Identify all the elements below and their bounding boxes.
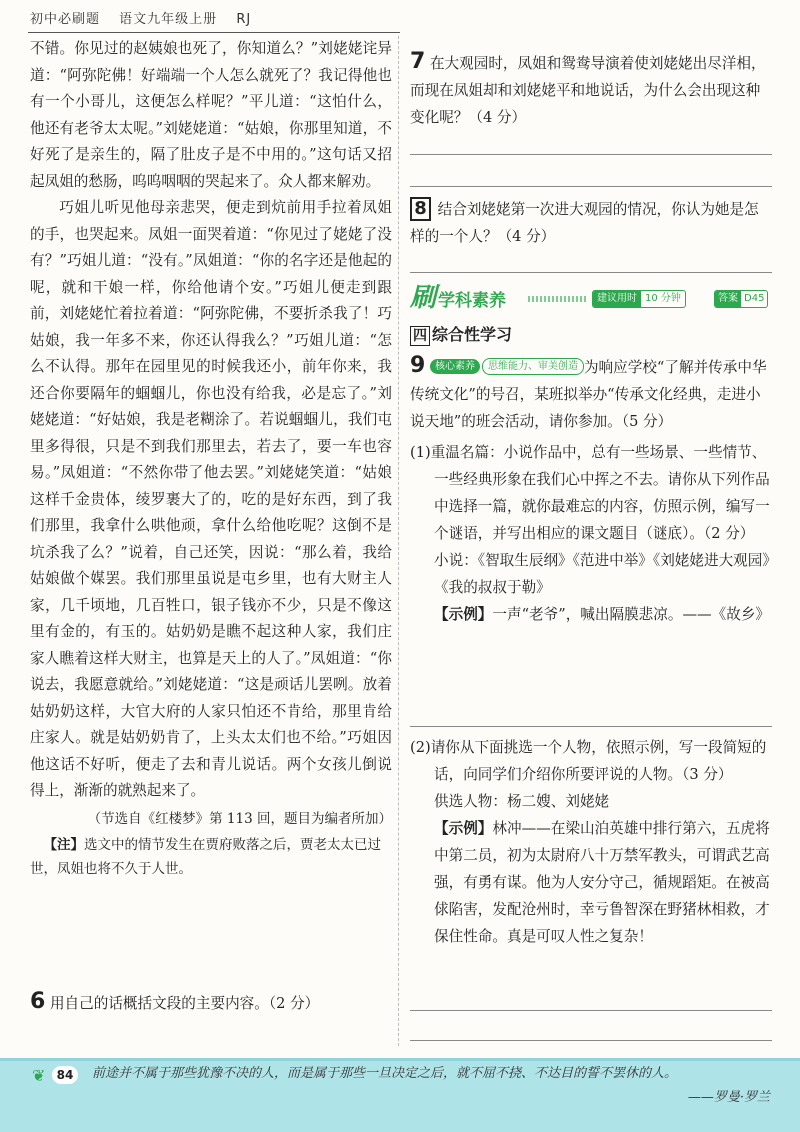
answer-label: 答案	[715, 291, 741, 307]
sub-text: 请你从下面挑选一个人物，依照示例，写一段简短的话，向同学们介绍你所要评说的人物。（3 分）	[430, 739, 767, 783]
answer-line[interactable]	[410, 726, 772, 727]
series-name: 初中必刷题	[30, 12, 101, 27]
choices: 供选人物：杨二嫂、刘姥姥	[434, 793, 610, 810]
page-header	[30, 8, 265, 27]
sub-question-2	[410, 734, 772, 788]
question-number: 8	[410, 197, 431, 221]
passage-paragraph: 巧姐儿听见他母亲悲哭，便走到炕前用手拉着凤姐的手，也哭起来。凤姐一面哭着道：“你见过了姥姥了没有？”巧姐儿道：“没有。”凤姐道：“你的名字还是他起的呢，就和干娘一样，你给他请个安。”巧姐儿便走到跟前，刘姥姥忙着拉着道：“阿弥陀佛，不要折杀我了！巧姑娘，我一年多不来，你还认得我么？”巧姐儿道：“怎么不认得。那年在园里见的时候我还小，前年你来，我还合你要隔年的蝈蝈儿，你也没有给我，必是忘了。”刘姥姥道：“好姑娘，我是老糊涂了。若说蝈蝈儿，我们屯里多得很，只是不到我们那里去，若去了，要一车也容易。”凤姐道：“不然你带了他去罢。”刘姥姥笑道：“姑娘这样千金贵体，绫罗裹大了的，吃的是好东西，到了我们那里，我拿什么哄他顽，拿什么给他吃呢？这倒不是坑杀我了么？”说着，自己还笑，因说：“那么着，我给姑娘做个媒罢。我们那里虽说是屯乡里，也有大财主人家，几千顷地，几百牲口，银子钱亦不少，只是不像这里有金的，有玉的。姑奶奶是瞧不起这种人家，我们庄家人瞧着这样大财主，也算是天上的人了。”凤姐道：“你说去，我愿意就给。”刘姥姥道：“这是顽话儿罢咧。放着姑奶奶这样，大官大府的人家只怕还不肯给，那里肯给庄家人。就是姑奶奶肯了，上头太太们也不给。”巧姐因他这话不好听，便走了去和青儿说话。两个女孩儿倒说得上，渐渐的就熟起来了。	[30, 199, 392, 799]
section-title: 综合性学习	[432, 325, 513, 344]
subject-name: 语文九年级上册	[119, 12, 218, 27]
footer-rule	[0, 1058, 800, 1061]
question-text: 在大观园时，凤姐和鸳鸯导演着使刘姥姥出尽洋相，而现在凤姐却和刘姥姥平和地说话，为什么会出现这种变化呢？（4 分）	[410, 55, 766, 126]
time-value: 10 分钟	[645, 293, 681, 304]
answer-line[interactable]	[410, 154, 772, 155]
section-heading	[410, 322, 512, 346]
question-9-intro	[410, 352, 772, 435]
leaf-icon: ❦	[32, 1066, 46, 1085]
example-2	[410, 815, 772, 950]
question-text: 为响应学校“了解并传承中华传统文化”的号召，某班拟举办“传承文化经典，走进小说天地”的班会活动，请你参加。（5 分）	[410, 359, 767, 430]
question-text: 用自己的话概括文段的主要内容。（2 分）	[49, 995, 320, 1012]
note-label: 【注】	[43, 836, 84, 853]
ability-tag: 思维能力、审美创造	[482, 358, 584, 375]
time-label: 建议用时	[593, 291, 641, 307]
banner-big-char: 刷	[410, 283, 437, 313]
answer-line[interactable]	[410, 272, 772, 273]
page-number: 84	[52, 1066, 78, 1084]
question-6	[30, 988, 392, 1017]
column-divider	[398, 36, 399, 1046]
example-text: 一声“老爷”，喊出隔膜悲凉。——《故乡》	[492, 606, 771, 623]
answer-line[interactable]	[410, 1040, 772, 1041]
quote-author: ——罗曼·罗兰	[687, 1090, 770, 1105]
banner-decoration	[528, 296, 586, 302]
reading-passage	[30, 36, 392, 881]
core-literacy-tag: 核心素养	[430, 359, 480, 374]
sub-question-1	[410, 439, 772, 547]
question-text: 结合刘姥姥第一次进大观园的情况，你认为她是怎样的一个人？（4 分）	[410, 201, 759, 245]
example-text: 林冲——在梁山泊英雄中排行第六，五虎将中第二员，初为太尉府八十万禁军教头，可谓武艺高强，有勇有谋。他为人安分守己，循规蹈矩。在被高俅陷害，发配沧州时，幸亏鲁智深在野猪林相救，才保住性命。真是可叹人性之复杂！	[434, 820, 770, 945]
header-rule	[28, 32, 400, 33]
question-8	[410, 196, 772, 250]
question-7	[410, 48, 772, 131]
example-1	[410, 601, 772, 628]
skills-banner	[410, 284, 772, 312]
example-label: 【示例】	[434, 820, 493, 837]
footer-quote: 前途并不属于那些犹豫不决的人，而是属于那些一旦决定之后，就不屈不挠、不达目的誓不罢休的人。	[92, 1066, 678, 1081]
section-number: 四	[410, 326, 430, 346]
answer-value: D45	[744, 293, 765, 304]
note-text: 选文中的情节发生在贾府败落之后，贾老太太已过世，凤姐也将不久于人世。	[30, 836, 381, 877]
example-label: 【示例】	[434, 606, 493, 623]
question-number: 6	[30, 989, 46, 1014]
edition-name: RJ	[236, 12, 252, 27]
passage-paragraph: 不错。你见过的赵姨娘也死了，你知道么？”刘姥姥诧异道：“阿弥陀佛！好端端一个人怎么就死了？我记得他也有一个小哥儿，这便怎么样呢？”平儿道：“这怕什么，他还有老爷太太呢。”刘姥姥道：“姑娘，你那里知道，不好死了是亲生的，隔了肚皮子是不中用的。”这句话又招起凤姐的愁肠，呜呜咽咽的哭起来了。众人都来解劝。	[30, 40, 392, 190]
question-9	[410, 352, 772, 628]
sub-question-2-wrap	[410, 734, 772, 950]
works-list: 小说：《智取生辰纲》《范进中举》《刘姥姥进大观园》《我的叔叔于勒》	[434, 552, 770, 596]
banner-title	[410, 284, 506, 312]
passage-note	[30, 833, 392, 881]
banner-title-text: 学科素养	[438, 291, 507, 311]
answer-ref-badge	[714, 290, 768, 308]
sub-text: 重温名篇：小说作品中，总有一些场景、一些情节、一些经典形象在我们心中挥之不去。请你从下列作品中选择一篇，就你最难忘的内容，仿照示例，编写一个谜语，并写出相应的课文题目（谜底）。（2 分）	[430, 444, 770, 542]
question-number: 9	[410, 353, 426, 378]
passage-source: （节选自《红楼梦》第 113 回，题目为编者所加）	[87, 810, 392, 827]
sub-label: (1)	[410, 444, 431, 461]
page-footer	[0, 1058, 800, 1132]
question-number: 7	[410, 49, 426, 74]
answer-line[interactable]	[410, 186, 772, 187]
answer-line[interactable]	[410, 1010, 772, 1011]
sub-label: (2)	[410, 739, 431, 756]
suggested-time-badge	[592, 290, 686, 308]
